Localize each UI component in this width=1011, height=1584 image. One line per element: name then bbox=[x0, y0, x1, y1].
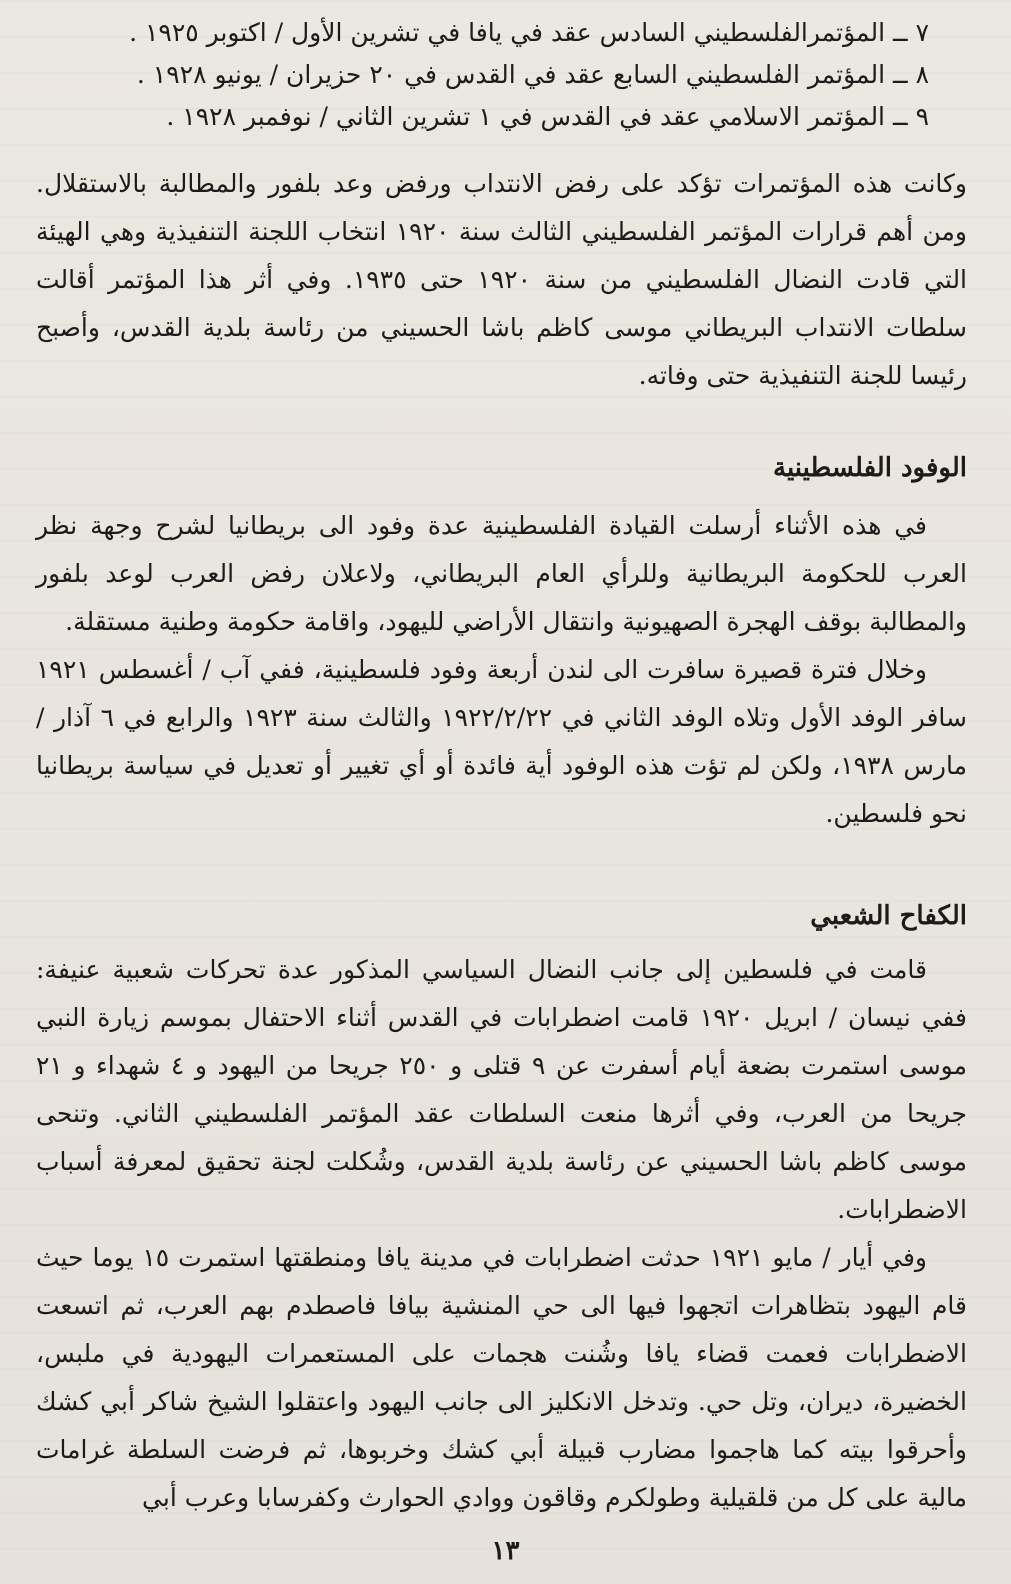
page-number: ١٣ bbox=[491, 1536, 520, 1566]
section-heading-popular-struggle: الكفاح الشعبي bbox=[810, 901, 967, 931]
paragraph-1920-disturbances: قامت في فلسطين إلى جانب النضال السياسي المذكور عدة تحركات شعبية عنيفة: ففي نيسان / ابريل ١٩٢٠ قامت اضطرابات في القدس أثناء الاحتفال بموسم زيارة النبي موسى استمرت بضعة أيام أسفرت عن ٩ قتلى و ٢٥٠ جريحا من اليهود و ٤ شهداء و ٢١ جريحا من العرب، وفي أثرها منعت السلطات عقد المؤتمر الفلسطيني الثاني. وتنحى موسى كاظم باشا الحسيني عن رئاسة بلدية القدس، وشُكلت لجنة تحقيق لمعرفة أسباب الاضطرابات. bbox=[36, 955, 968, 1224]
paragraph-conferences: وكانت هذه المؤتمرات تؤكد على رفض الانتداب ورفض وعد بلفور والمطالبة بالاستقلال. ومن أهم قرارات المؤتمر الفلسطيني الثالث سنة ١٩٢٠ انتخاب اللجنة التنفيذية وهي الهيئة التي قادت النضال الفلسطيني من سنة ١٩٢٠ حتى ١٩٣٥. وفي أثر هذا المؤتمر أقالت سلطات الانتداب البريطاني موسى كاظم باشا الحسيني من رئاسة بلدية القدس، وأصبح رئيسا للجنة التنفيذية حتى وفاته. bbox=[36, 169, 968, 390]
section-heading-delegations: الوفود الفلسطينية bbox=[773, 453, 967, 483]
list-item: ٨ ــ المؤتمر الفلسطيني السابع عقد في القدس في ٢٠ حزيران / يونيو ١٩٢٨ . bbox=[136, 60, 929, 89]
list-item: ٩ ــ المؤتمر الاسلامي عقد في القدس في ١ تشرين الثاني / نوفمبر ١٩٢٨ . bbox=[166, 102, 929, 131]
paragraph-delegations-london: وخلال فترة قصيرة سافرت الى لندن أربعة وفود فلسطينية، ففي آب / أغسطس ١٩٢١ سافر الوفد الأول وتلاه الوفد الثاني في ١٩٢٢/٢/٢٢ والثالث سنة ١٩٢٣ والرابع في ٦ آذار / مارس ١٩٣٨، ولكن لم تؤت هذه الوفود أية فائدة أو أي تغيير أو تعديل في سياسة بريطانيا نحو فلسطين. bbox=[36, 655, 967, 828]
paragraph-1921-jaffa: وفي أيار / مايو ١٩٢١ حدثت اضطرابات في مدينة يافا ومنطقتها استمرت ١٥ يوما حيث قام اليهود بتظاهرات اتجهوا فيها الى حي المنشية بيافا فاصطدم بهم العرب، ثم اتسعت الاضطرابات فعمت قضاء يافا وشُنت هجمات على المستعمرات اليهودية في ملبس، الخضيرة، ديران، وتل حي. وتدخل الانكليز الى جانب اليهود واعتقلوا الشيخ شاكر أبي كشك وأحرقوا بيته كما هاجموا مضارب قبيلة أبي كشك وخربوها، ثم فرضت السلطة غرامات مالية على كل من قلقيلية وطولكرم وقاقون ووادي الحوارث وكفرسابا وعرب أبي bbox=[36, 1243, 967, 1512]
page-body bbox=[36, 12, 967, 1522]
list-item: ٧ ــ المؤتمرالفلسطيني السادس عقد في يافا في تشرين الأول / اكتوبر ١٩٢٥ . bbox=[129, 18, 929, 47]
paragraph-delegations-intro: في هذه الأثناء أرسلت القيادة الفلسطينية عدة وفود الى بريطانيا لشرح وجهة نظر العرب للحكومة البريطانية وللرأي العام البريطاني، ولاعلان رفض العرب لوعد بلفور والمطالبة بوقف الهجرة الصهيونية وانتقال الأراضي لليهود، واقامة حكومة وطنية مستقلة. bbox=[36, 511, 967, 636]
